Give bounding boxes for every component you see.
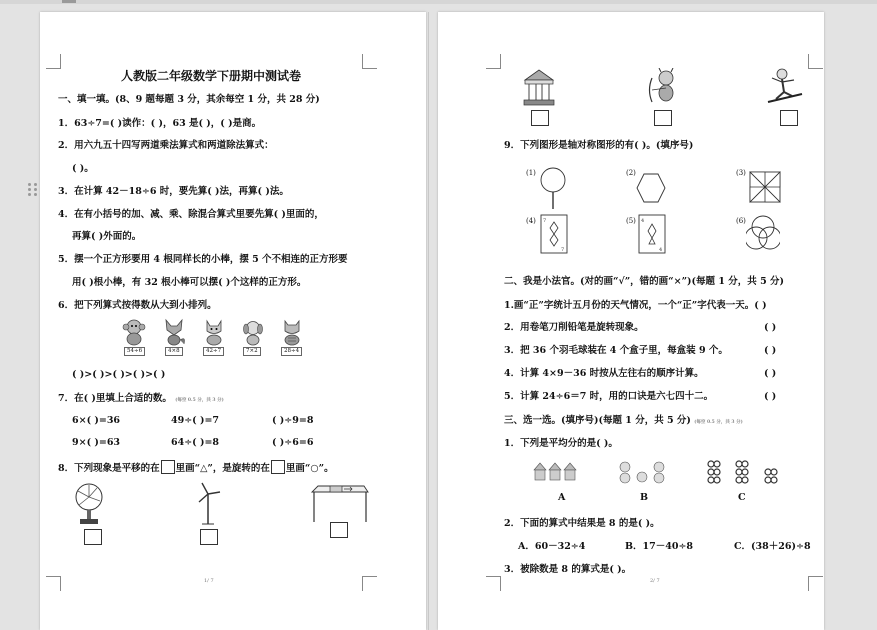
- question-2: 2．用六九五十四写两道乘法算式和两道除法算式：: [58, 140, 274, 151]
- judge-question-3: 3．把 36 个羽毛球装在 4 个盒子里，每盒装 9 个。: [504, 345, 728, 356]
- skier-icon: [764, 66, 804, 108]
- answer-box[interactable]: [330, 522, 348, 538]
- choice-2-option-b: B．17－40÷8: [625, 541, 694, 552]
- judge-paren-3: ( ): [764, 345, 777, 356]
- judge-paren-4: ( ): [764, 368, 777, 379]
- judge-paren-5: ( ): [764, 391, 777, 402]
- cat-icon: [202, 318, 226, 346]
- choice-question-1: 1．下列是平均分的是( )。: [504, 438, 618, 449]
- question-6-order: ( )>( )>( )>( )>( ): [72, 369, 166, 380]
- answer-box[interactable]: [654, 110, 672, 126]
- animal-label-1: 54÷6: [124, 347, 145, 356]
- judge-question-1: 1.画“正”字统计五月份的天气情况，一个“正”字代表一天。( ): [504, 300, 767, 311]
- crop-mark: [486, 54, 501, 69]
- judge-paren-2: ( ): [764, 322, 777, 333]
- crop-mark: [808, 54, 823, 69]
- question-8: [58, 460, 334, 475]
- question-8-part-b: 里画“△”，是旋转的在: [175, 463, 270, 474]
- question-4-line-1: 4．在有小括号的加、减、乘、除混合算式里要先算( )里面的，: [58, 209, 324, 220]
- drag-handle[interactable]: [28, 183, 38, 197]
- pinwheel-shape: [748, 170, 782, 204]
- question-6: 6．把下列算式按得数从大到小排列。: [58, 300, 217, 311]
- monkey-icon: [122, 318, 146, 346]
- question-4-line-2: 再算( )外面的。: [72, 231, 142, 242]
- animal-label-4: 7×2: [243, 347, 261, 356]
- fox-icon: [162, 318, 186, 346]
- page-number: 2/ 7: [650, 578, 660, 584]
- question-1: 1．63÷7=( )读作：( )，63 是( )，( )是商。: [58, 118, 262, 129]
- window-top-strip: [0, 0, 877, 4]
- playing-card-diamond-shape: [540, 214, 568, 254]
- question-3: 3．在计算 42－18÷6 时，要先算( )法，再算( )法。: [58, 186, 289, 197]
- carousel-icon: [522, 68, 556, 108]
- question-7-r1c1: 6×( )=36: [72, 415, 121, 426]
- svg-text:7: 7: [543, 218, 547, 224]
- question-7-r1c3: ( )÷9=8: [272, 415, 314, 426]
- animal-label-2: 4×8: [165, 347, 183, 356]
- crop-mark: [46, 54, 61, 69]
- crop-mark: [362, 54, 377, 69]
- fan-icon: [72, 482, 106, 526]
- question-5-line-1: 5．摆一个正方形要用 4 根同样长的小棒，摆 5 个不相连的正方形要: [58, 254, 348, 265]
- option-a-houses-image: [532, 460, 580, 482]
- archer-animal-icon: [646, 68, 680, 108]
- section-3-heading: [504, 415, 743, 429]
- option-c-label: C: [738, 492, 746, 503]
- answer-box[interactable]: [84, 529, 102, 545]
- wind-turbine-icon: [194, 482, 222, 526]
- document-page-2: [438, 12, 824, 630]
- answer-box[interactable]: [780, 110, 798, 126]
- question-5-line-2: 用( )根小棒，有 32 根小棒可以摆( )个这样的正方形。: [72, 277, 307, 288]
- option-b-apples-image: [618, 460, 668, 484]
- choice-2-option-a: A．60－32÷4: [518, 541, 586, 552]
- option-b-label: B: [640, 492, 649, 503]
- section-3-note: (每空 0.5 分，共 3 分): [694, 420, 743, 425]
- shape-number-4: (4): [526, 217, 536, 225]
- judge-question-4: 4．计算 4×9－36 时按从左往右的顺序计算。: [504, 368, 704, 379]
- paddle-fan-shape: [538, 167, 568, 211]
- shape-number-3: (3): [736, 169, 746, 177]
- question-7: [58, 393, 224, 407]
- desk-drawer-icon: [310, 484, 370, 524]
- crop-mark: [46, 576, 61, 591]
- question-7-r2c1: 9×( )=63: [72, 437, 121, 448]
- choice-2-option-c: C．(38＋26)÷8: [734, 541, 811, 552]
- page-separator: [428, 12, 429, 630]
- exam-title: 人教版二年级数学下册期中测试卷: [121, 69, 302, 83]
- section-2-heading: 二、我是小法官。(对的画“√”，错的画“×”)(每题 1 分，共 5 分): [504, 276, 784, 287]
- judge-question-5: 5．计算 24÷6＝7 时，用的口诀是六七四十二。: [504, 391, 714, 402]
- triquetra-shape: [746, 214, 780, 252]
- answer-box[interactable]: [531, 110, 549, 126]
- question-9: 9．下列图形是轴对称图形的有( )。(填序号): [504, 140, 694, 151]
- question-7-r1c2: 49÷( )=7: [171, 415, 220, 426]
- question-8-part-c: 里画“○”。: [285, 463, 334, 474]
- playing-card-spade-shape: [638, 214, 666, 254]
- svg-text:4: 4: [641, 218, 645, 224]
- option-a-label: A: [558, 492, 566, 503]
- animal-label-5: 28÷4: [281, 347, 302, 356]
- shape-number-6: (6): [736, 217, 746, 225]
- shape-number-1: (1): [526, 169, 536, 177]
- svg-text:7: 7: [561, 247, 565, 253]
- question-8-part-a: 8．下列现象是平移的在: [58, 463, 160, 474]
- section-1-heading: 一、填一填。(8、9 题每题 3 分，其余每空 1 分，共 28 分): [58, 94, 320, 105]
- shape-number-5: (5): [626, 217, 636, 225]
- question-7-r2c3: ( )÷6=6: [272, 437, 314, 448]
- shape-number-2: (2): [626, 169, 636, 177]
- hexagon-shape: [636, 172, 666, 204]
- section-3-text: 三、选一选。(填序号)(每题 1 分，共 5 分): [504, 415, 691, 426]
- ruler-mark: [62, 0, 76, 3]
- question-7-r2c2: 64÷( )=8: [171, 437, 220, 448]
- crop-mark: [362, 576, 377, 591]
- answer-box-inline: [161, 460, 175, 474]
- answer-box-inline: [271, 460, 285, 474]
- choice-question-3: 3．被除数是 8 的算式是( )。: [504, 564, 632, 575]
- question-7-text: 7．在( )里填上合适的数。: [58, 393, 172, 404]
- tiger-cat-icon: [280, 318, 304, 346]
- question-2-blank: ( )。: [72, 163, 94, 174]
- choice-question-2: 2．下面的算式中结果是 8 的是( )。: [504, 518, 660, 529]
- page-number: 1/ 7: [204, 578, 214, 584]
- svg-text:4: 4: [659, 247, 663, 253]
- animal-label-3: 42÷7: [203, 347, 224, 356]
- option-c-rings-image: [706, 460, 786, 484]
- crop-mark: [808, 576, 823, 591]
- question-7-note: (每空 0.5 分，共 3 分): [175, 398, 224, 403]
- judge-question-2: 2．用卷笔刀削铅笔是旋转现象。: [504, 322, 644, 333]
- dog-icon: [241, 318, 265, 346]
- document-page-1: [40, 12, 426, 630]
- crop-mark: [486, 576, 501, 591]
- answer-box[interactable]: [200, 529, 218, 545]
